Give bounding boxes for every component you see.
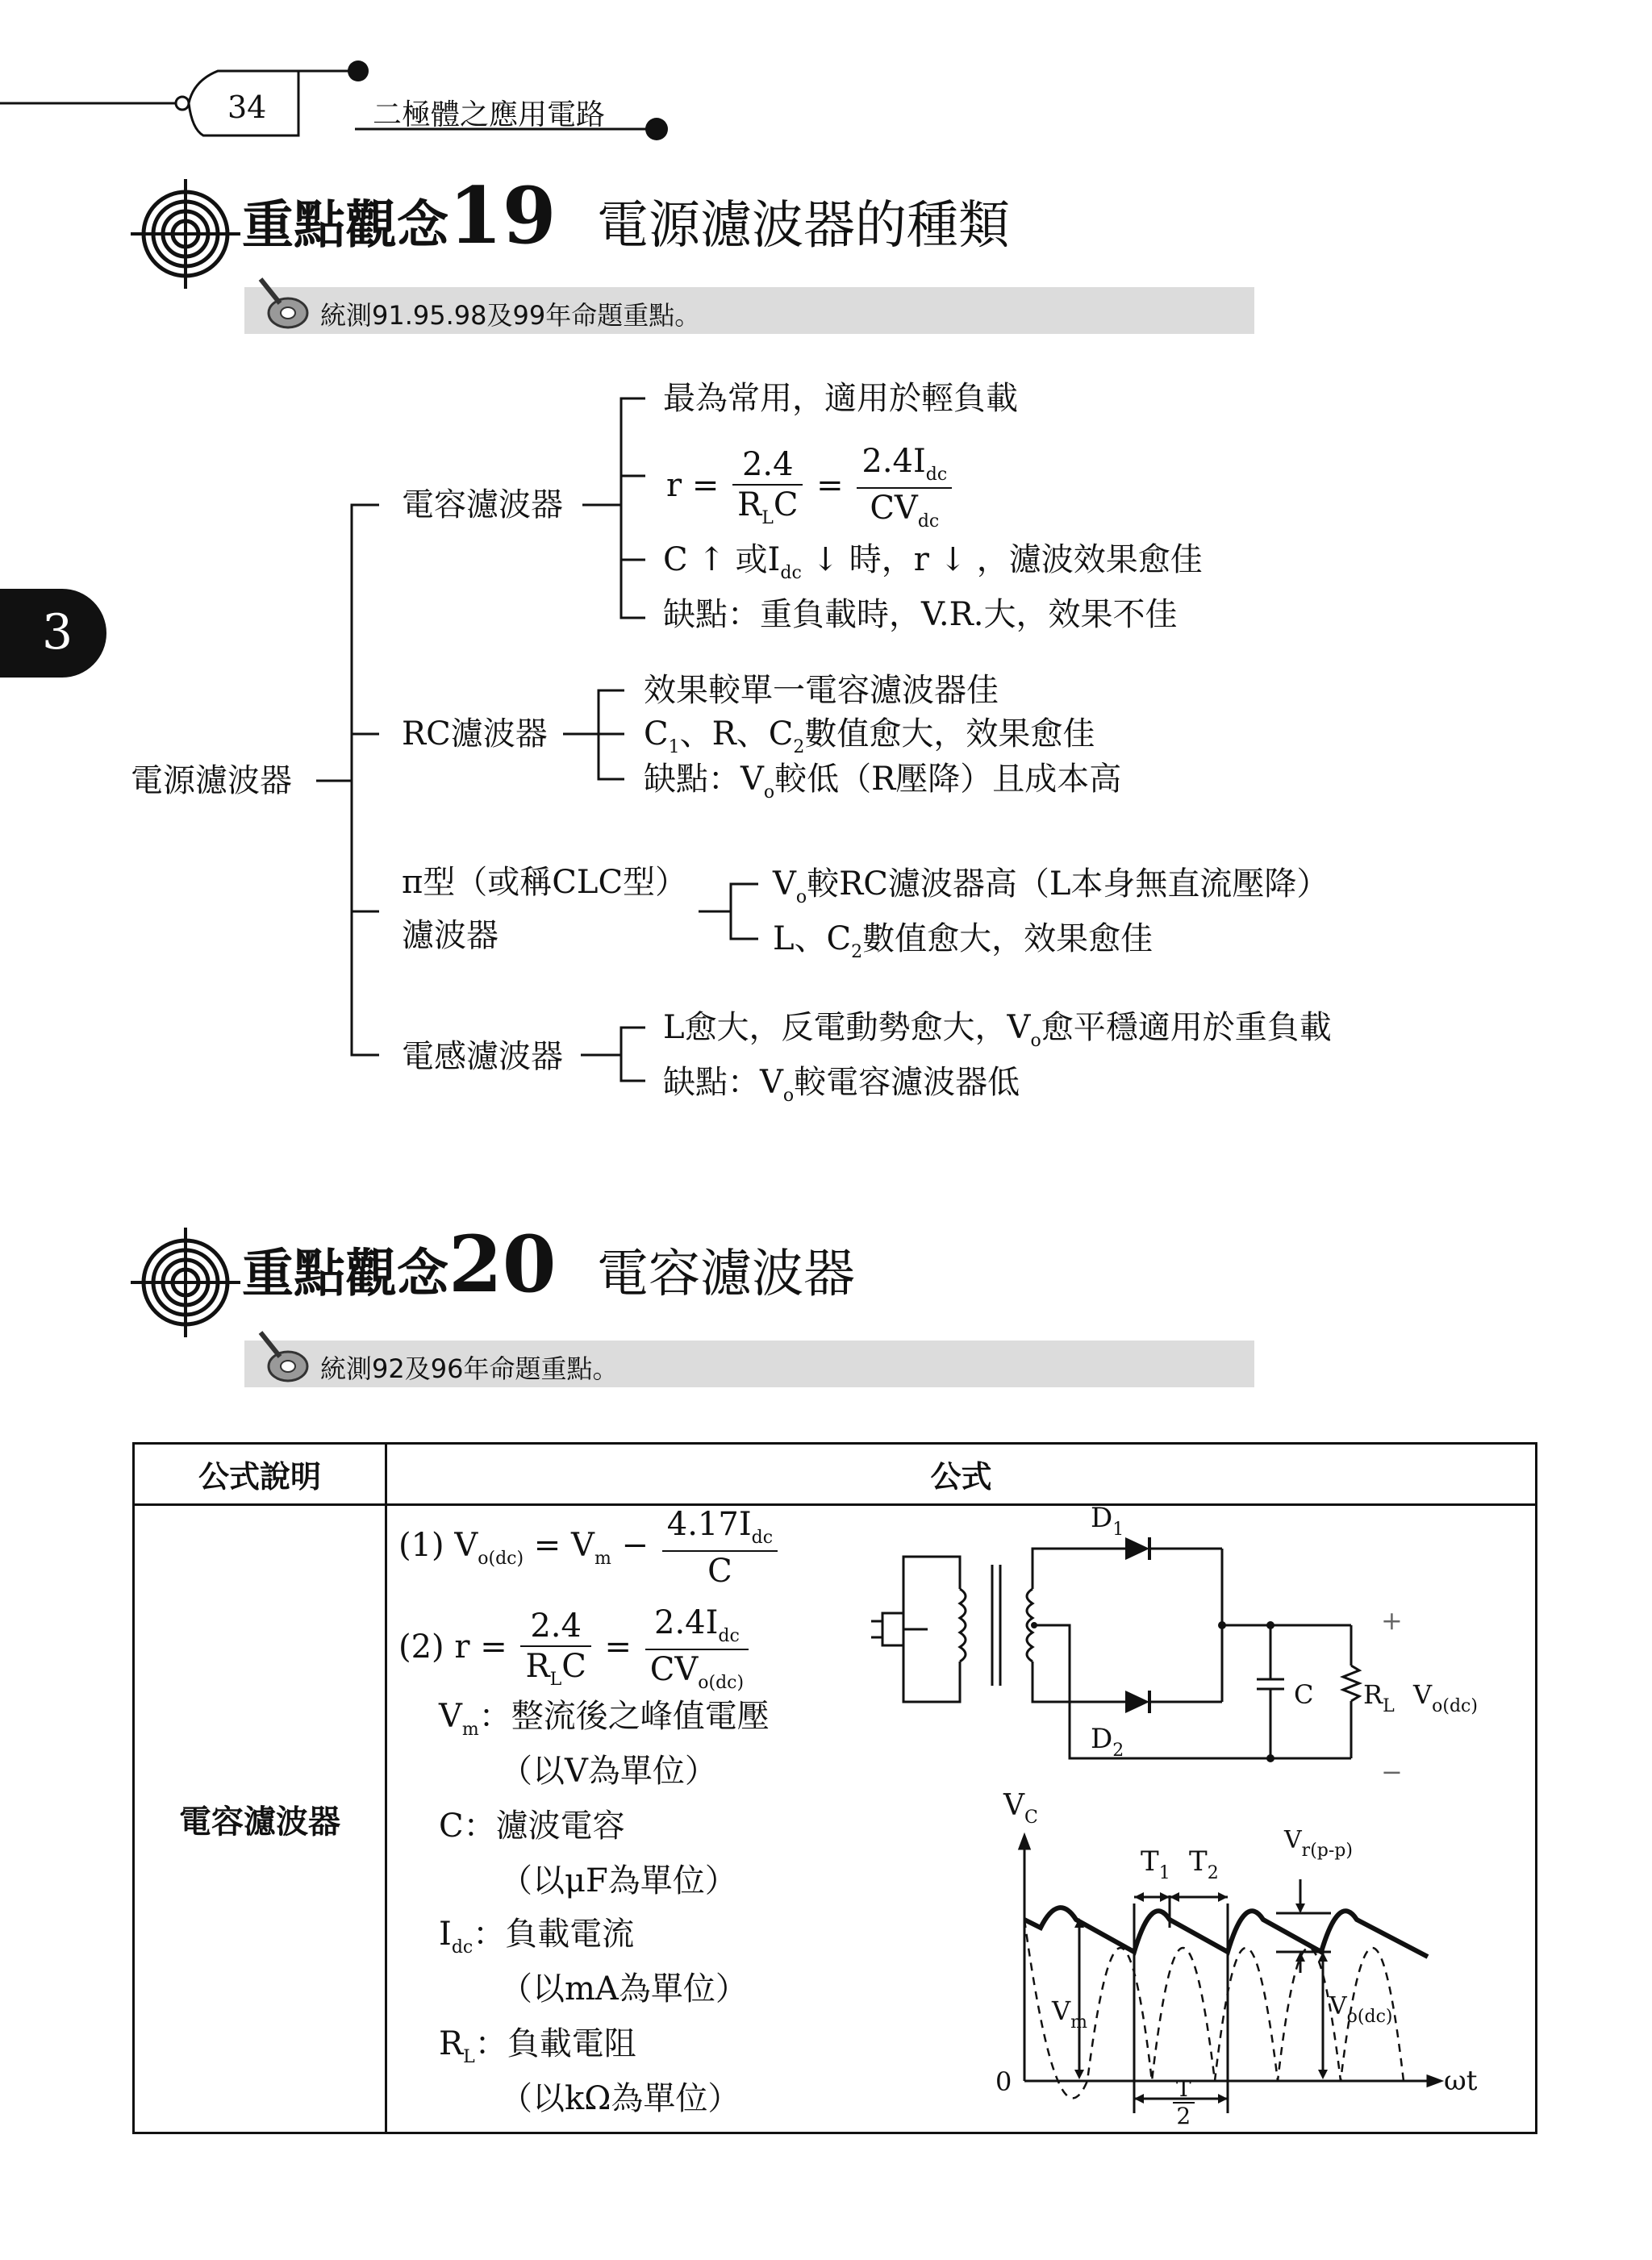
capacitor-item-drawback: 缺點：重負載時，V.R.大，效果不佳 xyxy=(663,596,1178,633)
wave-origin-label: 0 xyxy=(995,2066,1012,2097)
table-header-description: 公式說明 xyxy=(134,1444,386,1505)
table-header-formula: 公式 xyxy=(386,1444,1537,1505)
capacitor-item-effect: C ↑ 或$I_{dc}$ ↓ 時，r ↓ ，濾波效果愈佳 xyxy=(663,541,1203,583)
rc-item-performance: 效果較單一電容濾波器佳 xyxy=(644,672,999,709)
table-row-label: 電容濾波器 xyxy=(134,1505,386,2133)
pi-filter-label-line2: 濾波器 xyxy=(402,917,499,954)
def-c-unit: （以μF為單位） xyxy=(500,1862,737,1899)
concept20-heading xyxy=(242,1219,557,1310)
wave-t2-label: $T_2$ xyxy=(1189,1845,1219,1883)
def-vm: $V_m$：整流後之峰值電壓 xyxy=(439,1698,770,1740)
concept19-title: 電源濾波器的種類 xyxy=(597,196,1010,256)
pen-disc-icon xyxy=(256,1326,312,1384)
load-resistor-label: $R_L$ xyxy=(1363,1679,1395,1716)
concept20-exam-note: 統測92及96年命題重點。 xyxy=(320,1353,619,1384)
tree-root-label: 電源濾波器 xyxy=(131,762,292,799)
center-tap-rectifier-circuit xyxy=(855,1500,1500,1799)
def-c: C：濾波電容 xyxy=(439,1808,625,1845)
pi-item-values: L、$C_2$數值愈大，效果愈佳 xyxy=(773,920,1153,962)
inductor-item-drawback: 缺點：$V_o$較電容濾波器低 xyxy=(663,1064,1020,1106)
plus-terminal: + xyxy=(1381,1605,1403,1636)
output-voltage-label: $V_{o(dc)}$ xyxy=(1413,1679,1478,1716)
concept20-title: 電容濾波器 xyxy=(597,1245,855,1304)
capacitor-item-usage: 最為常用，適用於輕負載 xyxy=(663,380,1018,417)
concept19-exam-note: 統測91.95.98及99年命題重點。 xyxy=(320,300,701,331)
inductor-filter-label: 電感濾波器 xyxy=(402,1038,563,1075)
rc-item-values: $C_1$、R、$C_2$數值愈大，效果愈佳 xyxy=(644,715,1095,757)
pi-item-voltage: $V_o$較RC濾波器高（L本身無直流壓降） xyxy=(773,865,1329,907)
concept19-number: 19 xyxy=(448,170,557,261)
formula-vodc: (1) $V_{o(dc)} = V_m$ − $\frac{4.17I_{dc}}{C}$ xyxy=(398,1508,781,1587)
inductor-item-emf: L愈大，反電動勢愈大，$V_o$愈平穩適用於重負載 xyxy=(663,1009,1332,1051)
wave-wt-label: ωt xyxy=(1444,2065,1478,2097)
concept20-exam-bar xyxy=(244,1341,1254,1387)
wave-t1-label: $T_1$ xyxy=(1141,1845,1170,1883)
chapter-tab-number: 3 xyxy=(42,604,73,661)
ripple-waveform xyxy=(1000,1815,1500,2129)
def-rl: $R_L$：負載電阻 xyxy=(439,2025,636,2067)
def-idc-unit: （以mA為單位） xyxy=(500,1970,748,2008)
rc-filter-label: RC濾波器 xyxy=(402,715,548,753)
pi-filter-label-line1: π型（或稱CLC型） xyxy=(402,864,688,901)
minus-terminal: − xyxy=(1381,1757,1403,1787)
concept20-number: 20 xyxy=(448,1219,557,1310)
wave-vc-label: $V_C$ xyxy=(1003,1789,1038,1828)
chapter-title: 二極體之應用電路 xyxy=(373,98,606,131)
concept20-prefix: 重點觀念 xyxy=(242,1245,448,1304)
capacitor-filter-label: 電容濾波器 xyxy=(402,486,563,523)
concept19-prefix: 重點觀念 xyxy=(242,196,448,256)
def-idc: $I_{dc}$：負載電流 xyxy=(439,1916,635,1958)
diode-d1-label: $D_1$ xyxy=(1091,1502,1124,1540)
wave-vm-label: $V_m$ xyxy=(1052,1995,1087,2033)
wave-half-period-label: T 2 xyxy=(1173,2078,1195,2128)
diode-d2-label: $D_2$ xyxy=(1091,1723,1124,1761)
formula-ripple: (2) r = $\frac{2.4}{R_LC}$ = $\frac{2.4I_{dc}}{CV_{o(dc)}}$ xyxy=(398,1607,752,1692)
capacitor-c-label: C xyxy=(1294,1679,1314,1710)
target-icon xyxy=(129,1226,242,1339)
wave-vr-label: $V_{r(p-p)}$ xyxy=(1284,1826,1353,1861)
page-number: 34 xyxy=(227,90,267,125)
capacitor-ripple-formula: r = $\frac{2.4}{R_LC}$ = $\frac{2.4I_{dc}}{CV_{dc}}$ xyxy=(666,445,955,531)
def-vm-unit: （以V為單位） xyxy=(500,1753,717,1790)
def-rl-unit: （以kΩ為單位） xyxy=(500,2080,740,2117)
rc-item-drawback: 缺點：$V_o$較低（R壓降）且成本高 xyxy=(644,761,1122,803)
wave-vodc-label: $V_{o(dc)}$ xyxy=(1329,1992,1393,2027)
